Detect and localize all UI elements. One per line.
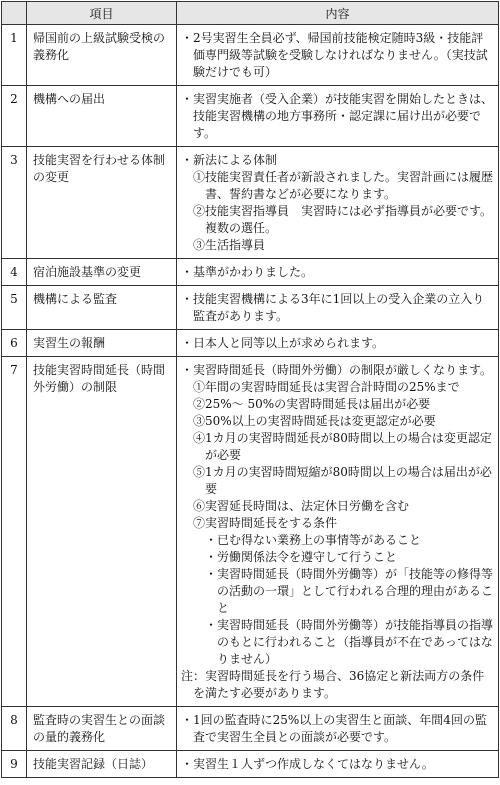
row-item: 機構への届出	[27, 86, 177, 147]
row-number: 3	[2, 147, 27, 259]
row-content	[177, 286, 499, 330]
row-content	[177, 330, 499, 357]
row-content	[177, 751, 499, 778]
row-item: 技能実習を行わせる体制の変更	[27, 147, 177, 259]
content-line: ②25%～ 50%の実習時間延長は届出が必要	[193, 397, 431, 411]
table-row	[2, 286, 499, 330]
row-content	[177, 357, 499, 707]
content-line: ⑤1カ月の実習時間短縮が80時間以上の場合は届出が必要	[193, 465, 492, 496]
content-line: ・実習生１人ずつ作成しなくてはなりません。	[181, 757, 434, 771]
content-line: ・実習実施者（受入企業）が技能実習を開始したときは、技能実習機構の地方事務所・認定課に届け出が必要です。	[181, 92, 494, 140]
content-line: 注：実習時間延長を行う場合、36協定と新法両方の条件を満たす必要があります。	[181, 669, 485, 700]
row-number: 4	[2, 259, 27, 286]
row-item: 宿泊施設基準の変更	[27, 259, 177, 286]
table-row	[2, 751, 499, 778]
row-number: 5	[2, 286, 27, 330]
row-number: 8	[2, 707, 27, 751]
header-number	[2, 2, 27, 25]
header-row	[2, 2, 499, 25]
header-item: 項目	[27, 2, 177, 25]
row-item: 監査時の実習生との面談の量的義務化	[27, 707, 177, 751]
row-number: 9	[2, 751, 27, 778]
regulation-table	[1, 1, 499, 778]
row-number: 2	[2, 86, 27, 147]
row-number: 6	[2, 330, 27, 357]
row-content	[177, 147, 499, 259]
content-line: ・日本人と同等以上が求められます。	[181, 336, 385, 350]
row-item: 機構による監査	[27, 286, 177, 330]
content-line: ①技能実習責任者が新設されました。実習計画には履歴書、誓約書などが必要になります。	[193, 170, 494, 201]
content-line: ②技能実習指導員 実習時には必ず指導員が必要です。複数の選任。	[193, 204, 493, 235]
row-content	[177, 86, 499, 147]
table-row	[2, 330, 499, 357]
content-line: ・2号実習生全員必ず、帰国前技能検定随時3級・技能評価専門級等試験を受験しなければなりません。（実技試験だけでも可）	[181, 31, 488, 79]
row-number: 1	[2, 25, 27, 86]
content-line: ・実習時間延長（時間外労働）の制限が厳しくなります。	[181, 363, 493, 377]
content-line: ・新法による体制	[181, 153, 278, 167]
header-content: 内容	[177, 2, 499, 25]
content-line: ⑦実習時間延長をする条件	[193, 516, 338, 530]
row-item: 帰国前の上級試験受検の義務化	[27, 25, 177, 86]
table-row	[2, 259, 499, 286]
content-line: ・実習時間延長（時間外労働等）が技能指導員の指導のもとに行われること（指導員が不在であってはなりません）	[205, 618, 494, 666]
row-number: 7	[2, 357, 27, 707]
table-row	[2, 86, 499, 147]
row-content	[177, 259, 499, 286]
row-content	[177, 25, 499, 86]
row-item: 実習生の報酬	[27, 330, 177, 357]
table-row	[2, 357, 499, 707]
content-line: ①年間の実習時間延長は実習合計時間の25%まで	[193, 380, 460, 394]
content-line: ・技能実習機構による3年に1回以上の受入企業の立入り監査があります。	[181, 292, 485, 323]
content-line: ・実習時間延長（時間外労働等）が「技能等の修得等の活動の一環」として行われる合理的理由があること	[205, 567, 494, 615]
table-row	[2, 25, 499, 86]
row-item: 技能実習時間延長（時間外労働）の制限	[27, 357, 177, 707]
content-line: ③生活指導員	[193, 238, 266, 252]
content-line: ⑥実習延長時間は、法定休日労働を含む	[193, 499, 410, 513]
content-line: ③50%以上の実習時間延長は変更認定が必要	[193, 414, 436, 428]
content-line: ・已む得ない業務上の事情等があること	[205, 533, 422, 547]
content-line: ・基準がかわりました。	[181, 265, 314, 279]
table-row	[2, 147, 499, 259]
row-content	[177, 707, 499, 751]
table-row	[2, 707, 499, 751]
content-line: ・労働関係法令を遵守して行うこと	[205, 550, 398, 564]
content-line: ④1カ月の実習時間延長が80時間以上の場合は変更認定が必要	[193, 431, 492, 462]
row-item: 技能実習記録（日誌）	[27, 751, 177, 778]
content-line: ・1回の監査時に25%以上の実習生と面談、年間4回の監査で実習生全員との面談が必要です。	[181, 713, 487, 744]
